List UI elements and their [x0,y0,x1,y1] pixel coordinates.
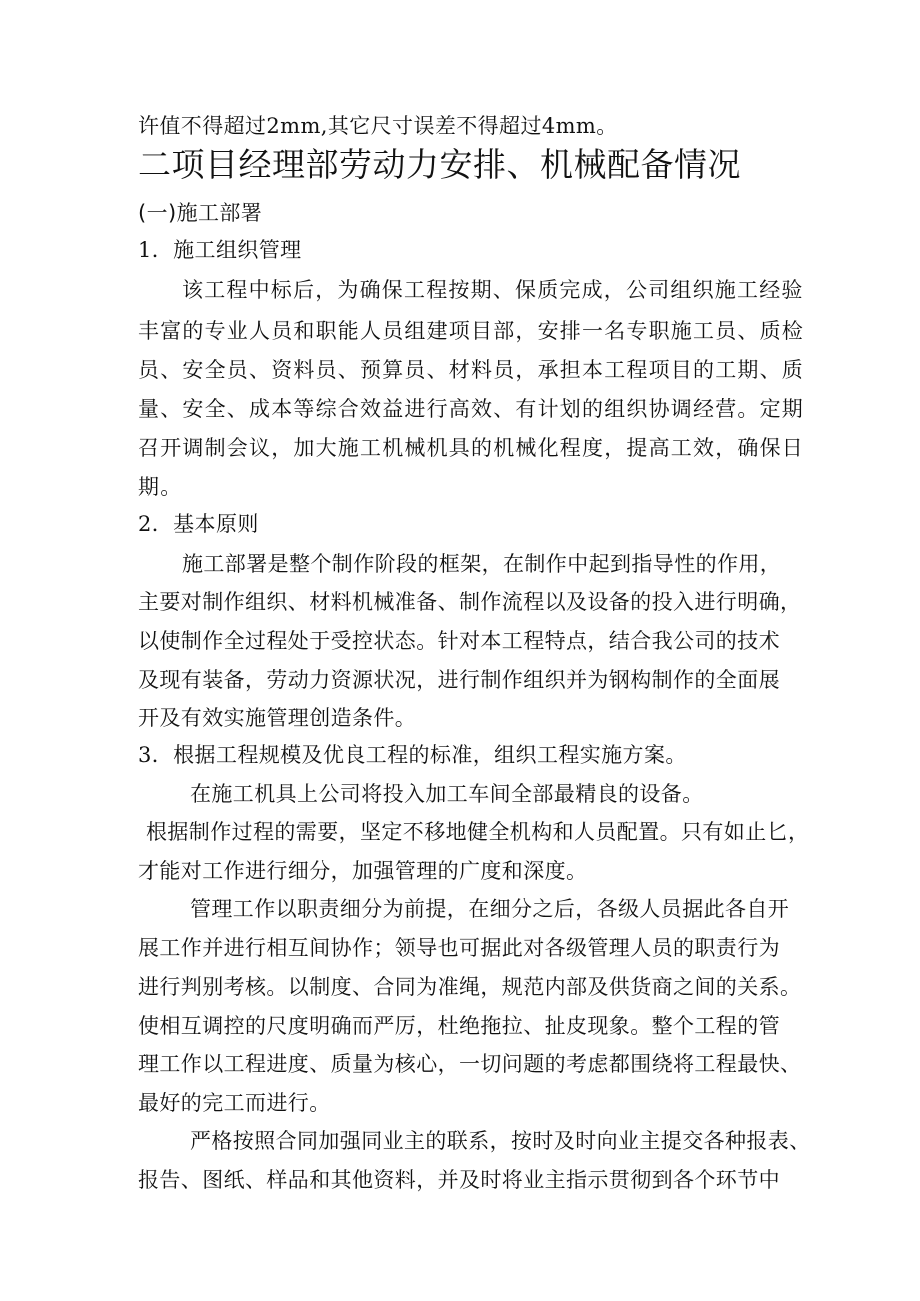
paragraph-line: 以使制作全过程处于受控状态。针对本工程特点，结合我公司的技术 [138,629,780,653]
paragraph-line: 报告、图纸、样品和其他资料，并及时将业主指示贯彻到各个环节中 [138,1168,780,1192]
paragraph-line: 才能对工作进行细分，加强管理的广度和深度。 [138,859,588,883]
item3-title: 3．根据工程规模及优良工程的标准，组织工程实施方案。 [138,743,687,767]
paragraph-line: 主要对制作组织、材料机械准备、制作流程以及设备的投入进行明确， [138,590,802,614]
paragraph-line: 最好的完工而进行。 [138,1091,331,1115]
item1-title: 1．施工组织管理 [138,238,302,262]
paragraph-line: 员、安全员、资料员、预算员、材料员，承担本工程项目的工期、质 [138,358,804,382]
paragraph-line: 严格按照合同加强同业主的联系，按时及时向业主提交各种报表、 [190,1129,811,1153]
paragraph-line: 及现有装备，劳动力资源状况，进行制作组织并为钢构制作的全面展 [138,668,780,692]
paragraph-line: 施工部署是整个制作阶段的框架，在制作中起到指导性的作用， [182,552,782,576]
paragraph-line: 召开调制会议，加大施工机械机具的机械化程度，提高工效，确保日 [138,436,804,460]
item2-title: 2．基本原则 [138,512,259,536]
paragraph-line: 使相互调控的尺度明确而严厉，杜绝拖拉、扯皮现象。整个工程的管 [138,1014,780,1038]
subsection-title: (一)施工部署 [138,201,263,225]
paragraph-line: 开及有效实施管理创造条件。 [138,706,417,730]
paragraph-line: 理工作以工程进度、质量为核心，一切问题的考虑都围绕将工程最快、 [138,1052,802,1076]
paragraph-line: 期。 [138,475,183,499]
paragraph-line: 进行判别考核。以制度、合同为准绳，规范内部及供货商之间的关系。 [138,975,802,999]
paragraph-line: 量、安全、成本等综合效益进行高效、有计划的组织协调经营。定期 [138,397,804,421]
section-title: 二项目经理部劳动力安排、机械配备情况 [138,145,741,184]
paragraph-line: 管理工作以职责细分为前提，在细分之后，各级人员据此各自开 [190,897,790,921]
paragraph-line: 该工程中标后，为确保工程按期、保质完成，公司组织施工经验 [182,278,804,302]
paragraph-line: 在施工机具上公司将投入加工车间全部最精良的设备。 [190,782,704,806]
paragraph-line: 丰富的专业人员和职能人员组建项目部，安排一名专职施工员、质检 [138,319,804,343]
paragraph-line: 展工作并进行相互间协作；领导也可据此对各级管理人员的职责行为 [138,936,780,960]
paragraph-line: 根据制作过程的需要，坚定不移地健全机构和人员配置。只有如止匕， [146,820,810,844]
intro-line: 许值不得超过2mm,其它尺寸误差不得超过4mm。 [138,114,618,138]
